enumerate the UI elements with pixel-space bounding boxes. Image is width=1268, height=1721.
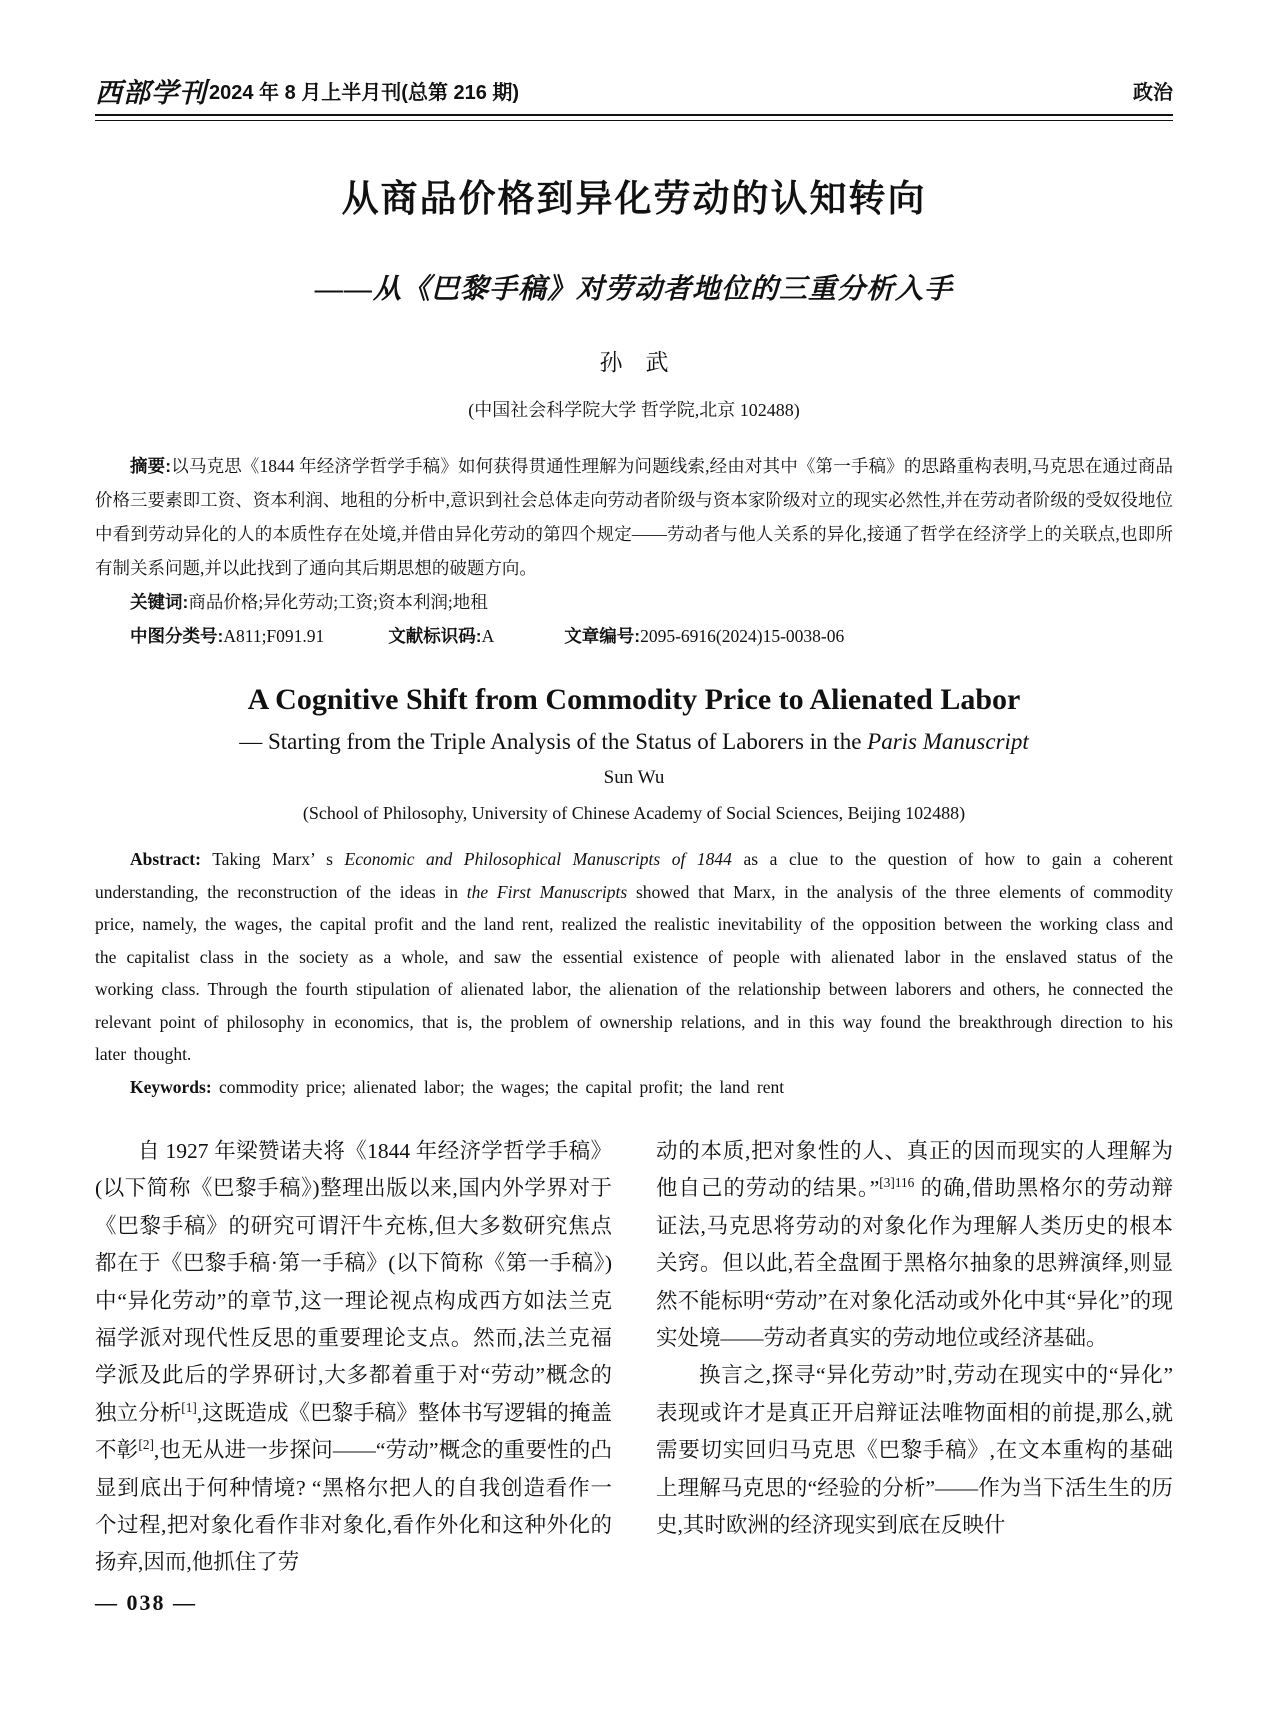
section-label: 政治 [1133, 82, 1173, 104]
affiliation-cn: (中国社会科学院大学 哲学院,北京 102488) [468, 400, 800, 420]
article-id-value: 2095-6916(2024)15-0038-06 [640, 626, 845, 646]
keywords-en [95, 1071, 1173, 1104]
abstract-block-cn [95, 449, 1173, 653]
doc-code-value: A [481, 626, 495, 646]
doc-code-label: 文献标识码: [388, 626, 482, 646]
article-id-label: 文章编号: [564, 626, 641, 646]
abstract-cn [95, 449, 1173, 585]
author-en: Sun Wu [603, 767, 665, 788]
article-id [564, 626, 844, 646]
journal-logo: 西部学刊 [95, 78, 207, 108]
body-columns [95, 1133, 1173, 1582]
keywords-cn [95, 585, 1173, 619]
keywords-text-cn: 商品价格;异化劳动;工资;资本利润;地租 [188, 592, 488, 612]
abstract-label-cn: 摘要: [130, 456, 172, 476]
classification-line [95, 619, 1173, 653]
running-head-left [95, 78, 519, 108]
abstract-label-en: Abstract: [130, 849, 201, 869]
doc-code [388, 626, 494, 646]
header-rule [95, 114, 1173, 121]
paragraph: 换言之,探寻“异化劳动”时,劳动在现实中的“异化”表现或许才是真正开启辩证法唯物面相的前提,那么,就需要切实回归马克思《巴黎手稿》,在文本重构的基础上理解马克思的“经验的分析”——作为当下活生生的历史,其时欧洲的经济现实到底在反映什 [656, 1363, 1173, 1538]
abstract-en [95, 843, 1173, 1071]
paragraph: 动的本质,把对象性的人、真正的因而现实的人理解为他自己的劳动的结果。”$^{[3]116}$ 的确,借助黑格尔的劳动辩证法,马克思将劳动的对象化作为理解人类历史的根本关窍。但以此,若全盘囿于黑格尔抽象的思辨演绎,则显然不能标明“劳动”在对象化活动或外化中其“异化”的现实处境——劳动者真实的劳动地位或经济基础。 [656, 1139, 1173, 1351]
article-subtitle-cn: ——从《巴黎手稿》对劳动者地位的三重分析入手 [314, 274, 953, 305]
article-title-cn: 从商品价格到异化劳动的认知转向 [341, 178, 927, 219]
page-number: — 038 — [95, 1589, 197, 1615]
body-column-right [656, 1133, 1173, 1582]
paragraph: 自 1927 年梁赞诺夫将《1844 年经济学哲学手稿》(以下简称《巴黎手稿》)整理出版以来,国内外学界对于《巴黎手稿》的研究可谓汗牛充栋,但大多数研究焦点都在于《巴黎手稿·第一手稿》(以下简称《第一手稿》)中“异化劳动”的章节,这一理论视点构成西方如法兰克福学派对现代性反思的重要理论支点。然而,法兰克福学派及此后的学界研讨,大多都着重于对“劳动”概念的独立分析[1],这既造成《巴黎手稿》整体书写逻辑的掩盖不彰[2],也无从进一步探问——“劳动”概念的重要性的凸显到底出于何种情境? “黑格尔把人的自我创造看作一个过程,把对象化看作非对象化,看作外化和这种外化的扬弃,因而,他抓住了劳 [95, 1139, 612, 1575]
clc-number [130, 626, 324, 646]
author-cn: 孙 武 [599, 350, 669, 375]
article-subtitle-en: — Starting from the Triple Analysis of the Status of Laborers in the Paris Manuscript [239, 729, 1029, 754]
clc-number-label: 中图分类号: [130, 626, 224, 646]
abstract-text-cn: 以马克思《1844 年经济学哲学手稿》如何获得贯通性理解为问题线索,经由对其中《第一手稿》的思路重构表明,马克思在通过商品价格三要素即工资、资本利润、地租的分析中,意识到社会总体走向劳动者阶级与资本家阶级对立的现实必然性,并在劳动者阶级的受奴役地位中看到劳动异化的人的本质性存在处境,并借由异化劳动的第四个规定——劳动者与他人关系的异化,接通了哲学在经济学上的关联点,也即所有制关系问题,并以此找到了通向其后期思想的破题方向。 [95, 456, 1174, 578]
affiliation-en: (School of Philosophy, University of Chinese Academy of Social Sciences, Beijing 102488) [302, 803, 966, 823]
article-title-en: A Cognitive Shift from Commodity Price to Alienated Labor [247, 683, 1021, 716]
abstract-text-en: Taking Marx’ s Economic and Philosophical Manuscripts of 1844 as a clue to the question of how to gain a coherent understanding, the reconstruction of the ideas in the First Manuscripts showed that Marx, in the analysis of the three elements of commodity price, namely, the wages, the capital profit and the land rent, realized the realistic inevitability of the opposition between the working class and the capitalist class in the society as a whole, and saw the essential existence of people with alienated labor in the enslaved status of the working class. Through the fourth stipulation of alienated labor, the alienation of the relationship between laborers and others, he connected the relevant point of philosophy in economics, that is, the problem of ownership relations, and in this way found the breakthrough direction to his later thought. [95, 849, 1174, 1064]
keywords-label-en: Keywords: [130, 1076, 212, 1097]
running-head [95, 78, 1173, 108]
issue-info: 2024 年 8 月上半月刊(总第 216 期) [209, 82, 520, 104]
keywords-label-cn: 关键词: [130, 592, 189, 612]
abstract-block-en [95, 843, 1173, 1103]
keywords-text-en: commodity price; alienated labor; the wages; the capital profit; the land rent [211, 1076, 785, 1097]
clc-number-value: A811;F091.91 [223, 626, 325, 646]
body-column-left [95, 1133, 612, 1582]
